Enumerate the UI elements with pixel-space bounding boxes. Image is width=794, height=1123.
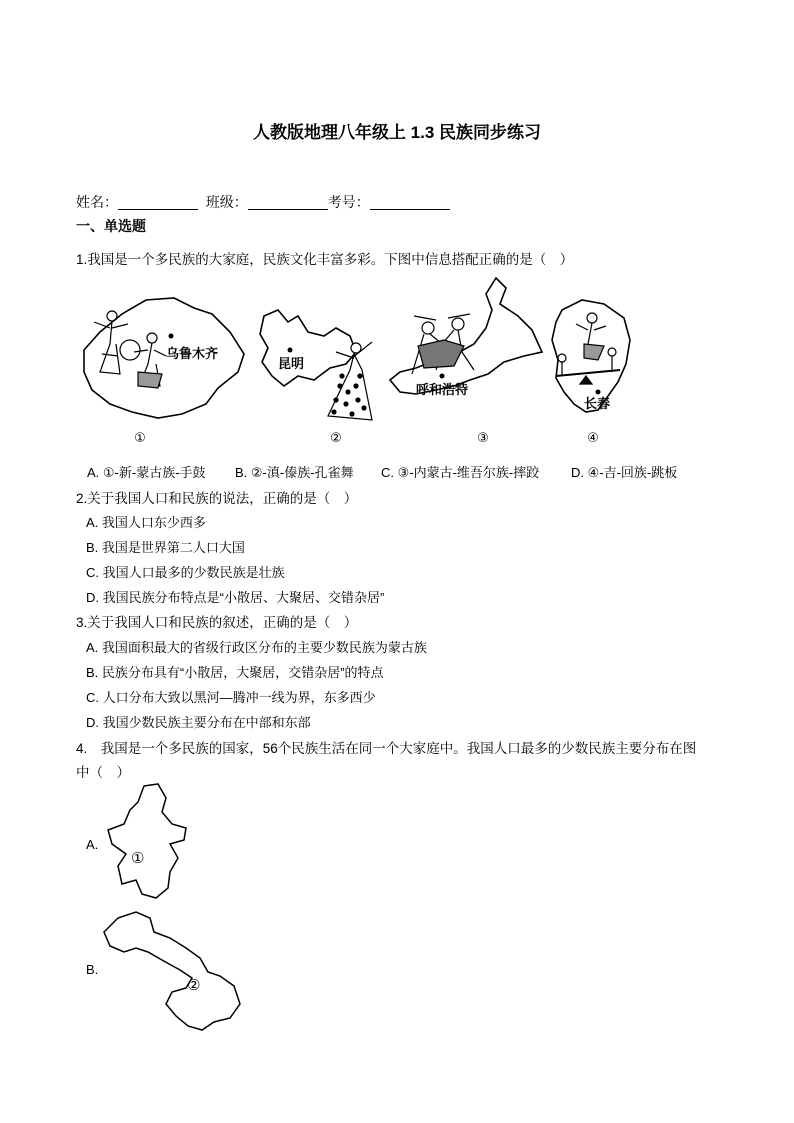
q2-option-b[interactable]: B. 我国是世界第二人口大国 [86,540,245,555]
map-number-3: ③ [477,430,489,445]
q1-option-c[interactable]: C. ③-内蒙古-维吾尔族-摔跤 [381,465,540,480]
q2-option-d[interactable]: D. 我国民族分布特点是“小散居、大聚居、交错杂居” [86,590,385,605]
map-jilin [548,296,634,424]
number-label: 考号： [327,194,370,210]
q1-option-b[interactable]: B. ②-滇-傣族-孔雀舞 [235,465,354,480]
q2-stem: 2.关于我国人口和民族的说法，正确的是（ ） [76,491,358,506]
map-city-label-3: 呼和浩特 [416,382,469,397]
map-city-label-1: 乌鲁木齐 [166,346,219,361]
q4-option-b-num: ② [187,977,201,994]
q4-option-b-map[interactable] [96,908,246,1032]
map-number-1: ① [134,430,146,445]
map-number-4: ④ [587,430,599,445]
q4-option-a-label[interactable]: A. [86,837,99,852]
q3-option-d[interactable]: D. 我国少数民族主要分布在中部和东部 [86,715,311,730]
page-title: 人教版地理八年级上 1.3 民族同步练习 [252,123,542,142]
q4-option-b-label[interactable]: B. [86,962,99,977]
map-yunnan [254,306,384,430]
q4-stem-line2: 中（ ） [76,765,130,780]
number-blank[interactable] [370,195,450,210]
q3-stem: 3.关于我国人口和民族的叙述，正确的是（ ） [76,615,358,630]
q3-option-c[interactable]: C. 人口分布大致以黑河—腾冲一线为界，东多西少 [86,690,376,705]
q4-option-a-num: ① [131,850,145,867]
section-heading: 一、单选题 [76,218,146,234]
map-inner-mongolia [384,274,546,408]
q1-option-a[interactable]: A. ①-新-蒙古族-手鼓 [87,465,206,480]
q1-option-d[interactable]: D. ④-吉-回族-跳板 [571,465,678,480]
name-blank[interactable] [118,195,198,210]
map-xinjiang [78,292,250,428]
map-city-label-2: 昆明 [278,356,305,371]
name-label: 姓名： [76,194,118,210]
q4-option-a-map[interactable] [100,780,196,906]
class-blank[interactable] [248,195,328,210]
map-number-2: ② [330,430,342,445]
q1-stem: 1.我国是一个多民族的大家庭，民族文化丰富多彩。下图中信息搭配正确的是（ ） [76,252,574,267]
q3-option-a[interactable]: A. 我国面积最大的省级行政区分布的主要少数民族为蒙古族 [86,640,427,655]
student-info [76,192,450,212]
class-label: 班级： [205,194,248,210]
q4-stem-line1: 4. 我国是一个多民族的国家，56个民族生活在同一个大家庭中。我国人口最多的少数民族主要分布在图 [76,741,697,756]
q2-option-c[interactable]: C. 我国人口最多的少数民族是壮族 [86,565,285,580]
map-city-label-4: 长春 [584,396,611,411]
q2-option-a[interactable]: A. 我国人口东少西多 [86,515,206,530]
q3-option-b[interactable]: B. 民族分布具有“小散居，大聚居，交错杂居”的特点 [86,665,384,680]
